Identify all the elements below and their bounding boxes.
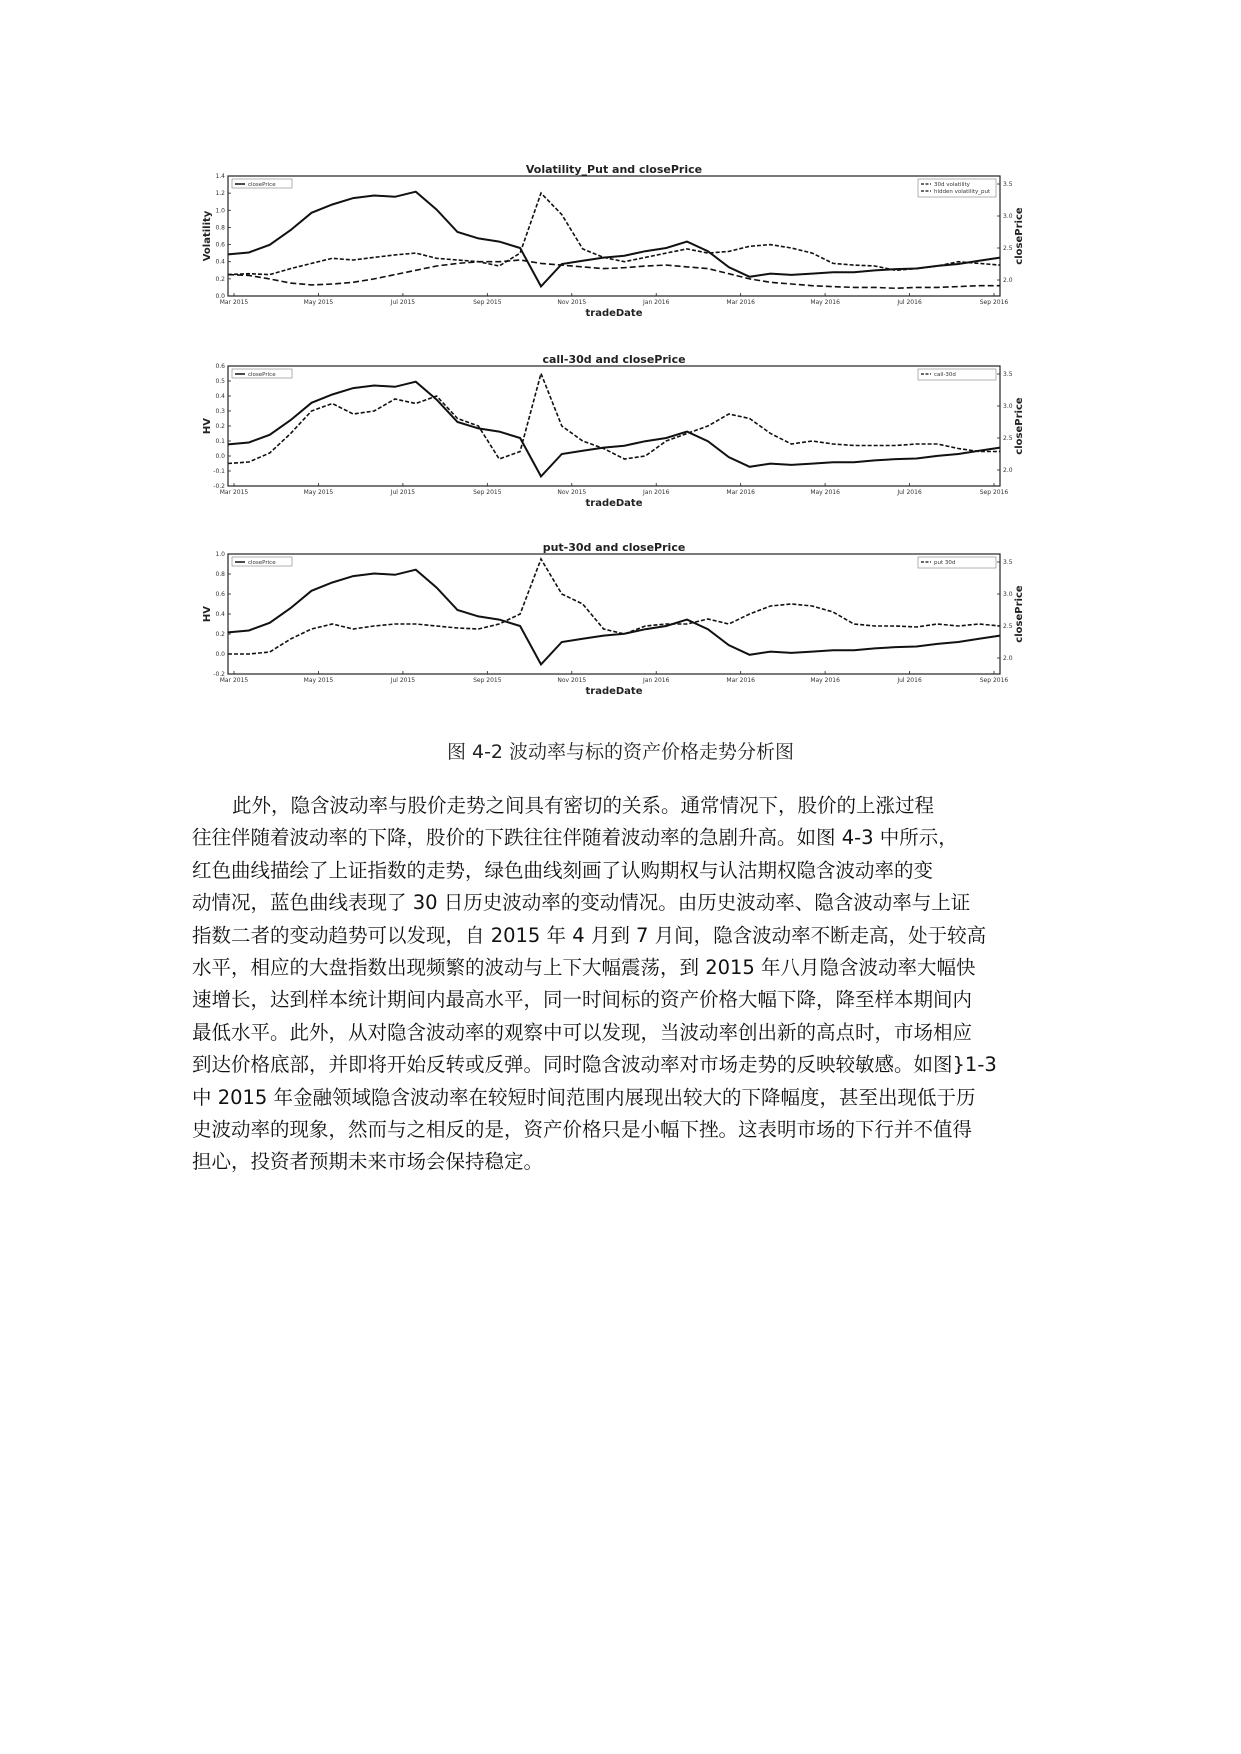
legend-label: closePrice	[248, 372, 276, 378]
chart-title: Volatility_Put and closePrice	[525, 163, 703, 176]
legend-right	[918, 557, 996, 568]
chart-title: put-30d and closePrice	[542, 541, 686, 554]
chart-volatility-put	[200, 162, 1030, 334]
x-tick-label: May 2015	[303, 299, 334, 306]
x-tick-label: Sep 2016	[979, 677, 1009, 684]
y-axis-label: HV	[202, 417, 213, 435]
y-tick-label: 0.3	[215, 408, 225, 415]
x-tick-label: Sep 2015	[473, 489, 502, 496]
x-tick-label: Mar 2016	[726, 489, 755, 496]
x-tick-label: Jul 2016	[897, 489, 922, 496]
x-tick-label: Nov 2015	[557, 489, 587, 496]
y-tick-label: -0.1	[213, 468, 225, 475]
y-tick-label: 0.1	[215, 438, 225, 445]
x-tick-label: Sep 2015	[473, 299, 502, 306]
x-tick-label: Nov 2015	[557, 677, 587, 684]
y-right-axis-label: closePrice	[1014, 585, 1025, 643]
legend-box	[918, 369, 996, 380]
x-axis-label: tradeDate	[585, 498, 643, 509]
x-tick-label: Jul 2015	[390, 489, 416, 496]
y-right-axis-label: closePrice	[1014, 397, 1025, 455]
y-right-tick-label: 3.5	[1003, 559, 1013, 566]
y-right-tick-label: 3.0	[1003, 591, 1013, 598]
x-tick-label: May 2016	[810, 489, 840, 496]
legend-right	[918, 179, 996, 197]
y-tick-label: 0.0	[215, 453, 225, 460]
y-right-tick-label: 3.5	[1003, 371, 1013, 378]
series-line-closeprice	[228, 192, 1000, 287]
x-tick-label: Jul 2016	[897, 299, 922, 306]
series-line-closeprice	[228, 570, 1000, 665]
x-tick-label: Mar 2015	[219, 677, 249, 684]
x-tick-label: Nov 2015	[557, 299, 587, 306]
y-tick-label: 1.4	[215, 173, 225, 180]
paragraph-line: 动情况，蓝色曲线表现了 30 日历史波动率的变动情况。由历史波动率、隐含波动率与上证	[192, 891, 971, 915]
x-axis-label: tradeDate	[585, 308, 643, 319]
y-right-tick-label: 2.0	[1003, 655, 1013, 662]
series-line-30d-volatility	[228, 193, 1000, 275]
x-tick-label: Jan 2016	[643, 677, 670, 684]
x-tick-label: May 2016	[810, 299, 840, 306]
paragraph-line: 红色曲线描绘了上证指数的走势，绿色曲线刻画了认购期权与认沽期权隐含波动率的变	[192, 858, 934, 882]
y-right-tick-label: 2.0	[1003, 467, 1013, 474]
y-tick-label: 0.6	[215, 241, 225, 249]
x-tick-label: Jan 2016	[643, 299, 670, 306]
x-tick-label: May 2016	[810, 677, 840, 684]
series-line-call-30d	[228, 374, 1000, 464]
chart-svg	[200, 540, 1030, 712]
y-tick-label: 0.2	[215, 275, 225, 283]
y-tick-label: -0.2	[213, 671, 225, 678]
legend-label: hidden volatility_put	[934, 189, 991, 195]
legend-right	[918, 369, 996, 380]
y-right-tick-label: 2.5	[1003, 435, 1013, 442]
x-tick-label: Mar 2016	[726, 677, 755, 684]
series-line-put-30d	[228, 559, 1000, 654]
y-tick-label: 0.4	[215, 611, 225, 618]
series-line-hidden-volatility-put	[228, 260, 1000, 288]
y-tick-label: 0.5	[215, 378, 225, 385]
paragraph-line: 最低水平。此外，从对隐含波动率的观察中可以发现，当波动率创出新的高点时，市场相应	[192, 1020, 973, 1044]
x-tick-label: May 2015	[303, 677, 334, 684]
y-tick-label: 1.2	[215, 190, 225, 198]
y-right-axis-label: closePrice	[1014, 207, 1025, 265]
y-axis-label: Volatility	[202, 210, 213, 262]
plot-frame	[228, 176, 1000, 296]
x-tick-label: Jul 2015	[390, 299, 416, 306]
y-right-tick-label: 3.0	[1003, 213, 1013, 220]
paragraph-line: 到达价格底部，并即将开始反转或反弹。同时隐含波动率对市场走势的反映较敏感。如图}1-3	[192, 1053, 997, 1077]
legend-label: call-30d	[934, 372, 956, 378]
paragraph-line: 指数二者的变动趋势可以发现，自 2015 年 4 月到 7 月间，隐含波动率不断走高，处于较高	[192, 923, 987, 947]
paragraph-line: 往往伴随着波动率的下降，股价的下跌往往伴随着波动率的急剧升高。如图 4-3 中所示，	[192, 826, 958, 850]
figure-caption: 图 4-2 波动率与标的资产价格走势分析图	[446, 741, 795, 763]
x-tick-label: Mar 2015	[219, 489, 249, 496]
y-tick-label: 0.4	[215, 258, 225, 266]
legend-label: closePrice	[248, 560, 276, 566]
y-tick-label: 1.0	[215, 551, 225, 558]
chart-svg	[200, 352, 1030, 524]
legend-label: closePrice	[248, 182, 276, 188]
y-tick-label: -0.2	[213, 483, 225, 490]
paragraph-line: 速增长，达到样本统计期间内最高水平，同一时间标的资产价格大幅下降，降至样本期间内	[192, 988, 973, 1012]
paragraph-line: 中 2015 年金融领域隐含波动率在较短时间范围内展现出较大的下降幅度，甚至出现低于历	[192, 1085, 976, 1109]
chart-call-30d	[200, 352, 1030, 524]
y-right-tick-label: 3.0	[1003, 403, 1013, 410]
y-tick-label: 0.8	[215, 571, 225, 578]
y-right-tick-label: 2.0	[1003, 277, 1013, 284]
y-tick-label: 0.2	[215, 423, 225, 430]
chart-title: call-30d and closePrice	[542, 353, 686, 366]
plot-frame	[228, 554, 1000, 674]
paragraph-line: 水平，相应的大盘指数出现频繁的波动与上下大幅震荡，到 2015 年八月隐含波动率大幅快	[192, 956, 976, 980]
legend-box	[918, 557, 996, 568]
legend-left	[232, 179, 292, 188]
legend-label: 30d volatility	[934, 182, 970, 188]
chart-put-30d	[200, 540, 1030, 712]
y-tick-label: 0.0	[215, 293, 225, 300]
x-tick-label: Jul 2016	[897, 677, 922, 684]
x-axis-label: tradeDate	[585, 686, 643, 697]
series-line-closeprice	[228, 382, 1000, 477]
x-tick-label: Mar 2015	[219, 299, 249, 306]
y-tick-label: 1.0	[215, 207, 225, 215]
legend-left	[232, 557, 292, 566]
chart-svg	[200, 162, 1030, 334]
y-tick-label: 0.4	[215, 393, 225, 400]
x-tick-label: Jan 2016	[643, 489, 670, 496]
legend-left	[232, 369, 292, 378]
x-tick-label: Sep 2016	[979, 299, 1009, 306]
y-tick-label: 0.2	[215, 631, 225, 638]
plot-frame	[228, 366, 1000, 486]
x-tick-label: May 2015	[303, 489, 334, 496]
x-tick-label: Sep 2016	[979, 489, 1009, 496]
x-tick-label: Mar 2016	[726, 299, 755, 306]
x-tick-label: Sep 2015	[473, 677, 502, 684]
y-right-tick-label: 2.5	[1003, 623, 1013, 630]
paragraph-line: 史波动率的现象，然而与之相反的是，资产价格只是小幅下挫。这表明市场的下行并不值得	[192, 1118, 973, 1142]
y-axis-label: HV	[202, 605, 213, 623]
legend-label: put 30d	[934, 560, 956, 566]
paragraph-line: 此外，隐含波动率与股价走势之间具有密切的关系。通常情况下，股价的上涨过程	[232, 794, 935, 817]
y-tick-label: 0.0	[215, 651, 225, 658]
y-tick-label: 0.6	[215, 363, 225, 370]
body-paragraph	[192, 790, 1054, 1179]
y-tick-label: 0.8	[215, 224, 225, 232]
y-right-tick-label: 2.5	[1003, 245, 1013, 252]
y-tick-label: 0.6	[215, 591, 225, 598]
x-tick-label: Jul 2015	[390, 677, 416, 684]
paragraph-line: 担心，投资者预期未来市场会保持稳定。	[192, 1150, 544, 1174]
y-right-tick-label: 3.5	[1003, 181, 1013, 188]
